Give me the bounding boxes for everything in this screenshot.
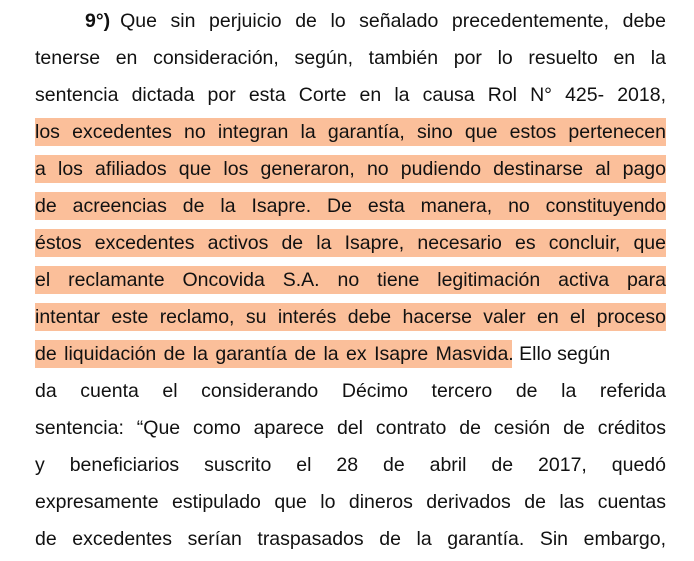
paragraph-line-11 [35, 377, 666, 405]
paragraph-line-15 [35, 525, 666, 553]
line-text: intentar este reclamo, su interés debe hacerse valer en el proceso [35, 306, 666, 328]
line-text: Que sin perjuicio de lo señalado precedentemente, debe [120, 10, 666, 32]
line-text: da cuenta el considerando Décimo tercero de la referida [35, 380, 666, 402]
highlighted-line-5 [35, 266, 666, 294]
line-text: el reclamante Oncovida S.A. no tiene legitimación activa para [35, 269, 666, 291]
line-text: a los afiliados que los generaron, no pudiendo destinarse al pago [35, 158, 666, 180]
line-text: sentencia dictada por esta Corte en la causa Rol N° 425- 2018, [35, 84, 666, 106]
paragraph-number: 9°) [85, 10, 111, 32]
paragraph-line-13 [35, 451, 666, 479]
line-text: . Ello según [508, 343, 611, 365]
line-text: éstos excedentes activos de la Isapre, necesario es concluir, que [35, 232, 666, 254]
line-text: expresamente estipulado que lo dineros derivados de las cuentas [35, 491, 666, 513]
highlighted-segment: de liquidación de la garantía de la ex Isapre Masvida [35, 340, 512, 368]
highlighted-line-4 [35, 229, 666, 257]
paragraph-line-2 [35, 44, 666, 72]
highlighted-line-2 [35, 155, 666, 183]
line-text: de excedentes serían traspasados de la garantía. Sin embargo, [35, 528, 666, 550]
line-text: y beneficiarios suscrito el 28 de abril de 2017, quedó [35, 454, 666, 476]
paragraph-line-1 [85, 7, 666, 35]
line-text: los excedentes no integran la garantía, sino que estos pertenecen [35, 121, 666, 143]
paragraph-line-3 [35, 81, 666, 109]
highlighted-line-6 [35, 303, 666, 331]
line-text: tenerse en consideración, según, también por lo resuelto en la [35, 47, 666, 69]
line-text: de acreencias de la Isapre. De esta manera, no constituyendo [35, 195, 666, 217]
highlighted-line-3 [35, 192, 666, 220]
highlighted-line-1 [35, 118, 666, 146]
paragraph-line-12 [35, 414, 666, 442]
line-text: sentencia: “Que como aparece del contrato de cesión de créditos [35, 417, 666, 439]
paragraph-line-14 [35, 488, 666, 516]
partially-highlighted-line [35, 340, 666, 368]
